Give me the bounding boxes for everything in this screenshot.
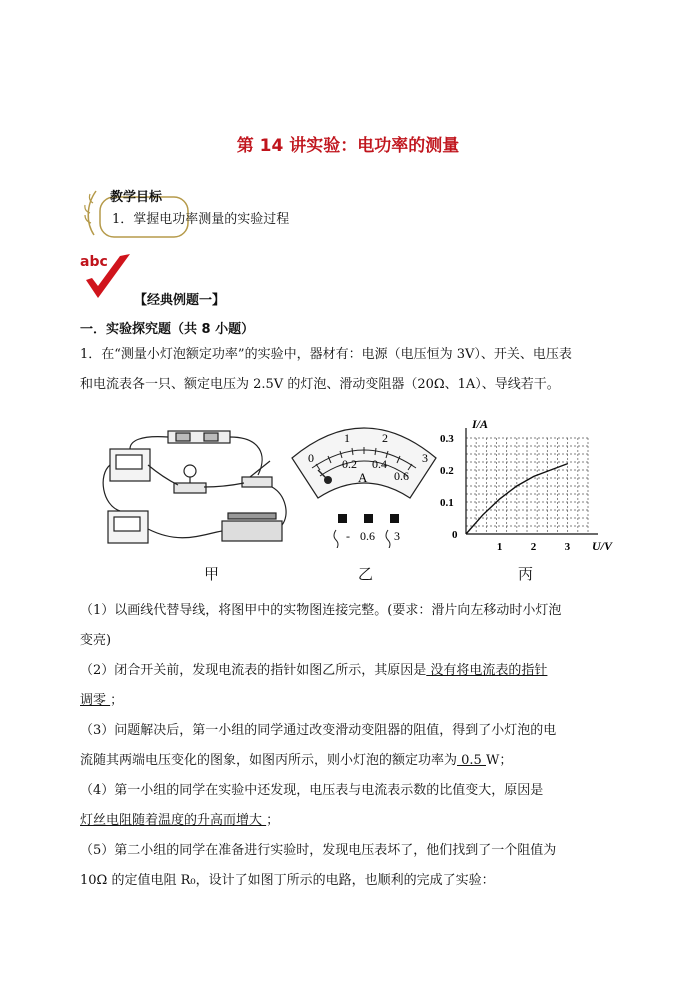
intro-line-1: 1．在“测量小灯泡额定功率”的实验中，器材有：电源（电压恒为 3V）、开关、电压表 — [80, 347, 572, 362]
q2-prefix: （2）闭合开关前，发现电流表的指针如图乙所示，其原因是 — [80, 663, 427, 678]
questions — [80, 596, 620, 896]
caption-yi: 乙 — [358, 565, 374, 583]
meter-unit: A — [358, 470, 368, 485]
example-tag: 【经典例题一】 — [134, 293, 226, 308]
intro-line-2: 和电流表各一只、额定电压为 2.5V 的灯泡、滑动变阻器（20Ω、1A）、导线若干。 — [80, 377, 560, 392]
q3-prefix: 流随其两端电压变化的图象，如图丙所示，则小灯泡的额定功率为 — [80, 753, 458, 768]
problem-intro — [80, 340, 620, 400]
q5-line-2: 10Ω 的定值电阻 R₀，设计了如图丁所示的电路，也顺利的完成了实验： — [80, 873, 495, 888]
q4-end: ； — [266, 813, 280, 828]
x-tick-label: 1 — [496, 541, 503, 553]
terminal-label-2: 0.6 — [360, 529, 375, 543]
meter-label-0: 0 — [308, 451, 314, 465]
meter-inner-label-2: 0.4 — [372, 457, 387, 471]
terminal-label-1: - — [346, 529, 350, 543]
q3-line-2 — [80, 746, 620, 776]
meter-inner-label-3: 0.6 — [394, 469, 409, 483]
q5-line-1: （5）第二小组的同学在准备进行实验时，发现电压表坏了，他们找到了一个阻值为 — [80, 843, 557, 858]
x-tick-label: 2 — [530, 541, 537, 553]
goal-item: 1．掌握电功率测量的实验过程 — [112, 212, 290, 227]
q1-line-2: 变亮) — [80, 633, 112, 648]
q2-line-1 — [80, 656, 620, 686]
y-tick-label: 0.1 — [440, 497, 454, 509]
caption-jia: 甲 — [204, 565, 220, 583]
caption-bing: 丙 — [518, 565, 534, 583]
meter-inner-label-1: 0.2 — [342, 457, 357, 471]
circuit-apparatus-figure — [100, 425, 300, 555]
abc-label: abc — [80, 254, 108, 270]
chart-grid — [466, 438, 588, 534]
x-tick-label: 3 — [564, 541, 571, 553]
meter-label-3: 3 — [422, 451, 428, 465]
ammeter-figure — [290, 418, 438, 548]
section-heading: 一．实验探究题（共 8 小题） — [80, 322, 255, 337]
terminal-pos — [390, 514, 399, 523]
y-tick-label: 0.2 — [440, 465, 454, 477]
page-title: 第 14 讲实验：电功率的测量 — [236, 136, 460, 156]
q2-end: ； — [110, 693, 124, 708]
terminal-neg — [338, 514, 347, 523]
q1-line-1: （1）以画线代替导线，将图甲中的实物图连接完整。(要求：滑片向左移动时小灯泡 — [80, 603, 562, 618]
q4-line-2 — [80, 806, 620, 836]
q4-line-1: （4）第一小组的同学在实验中还发现，电压表与电流表示数的比值变大，原因是 — [80, 783, 544, 798]
iu-chart — [438, 412, 614, 554]
q2-answer-b: 调零 — [80, 693, 111, 708]
q2-line-2 — [80, 686, 620, 716]
x-axis-label: U/V — [592, 539, 613, 553]
meter-label-2: 2 — [382, 431, 388, 445]
q2-answer-a: 没有将电流表的指针 — [426, 663, 548, 678]
terminal-label-3: 3 — [394, 529, 400, 543]
terminal-mid — [364, 514, 373, 523]
y-tick-label: 0.3 — [440, 433, 454, 445]
origin-label: 0 — [452, 529, 458, 541]
meter-label-1: 1 — [344, 431, 350, 445]
q3-line-1: （3）问题解决后，第一小组的同学通过改变滑动变阻器的阻值，得到了小灯泡的电 — [80, 723, 557, 738]
y-axis-label: I/A — [472, 417, 489, 431]
q3-answer: 0.5 — [457, 753, 486, 768]
q3-end: W； — [485, 753, 513, 768]
goals-heading: 教学目标 — [110, 190, 163, 205]
q4-answer: 灯丝电阻随着温度的升高而增大 — [80, 813, 267, 828]
